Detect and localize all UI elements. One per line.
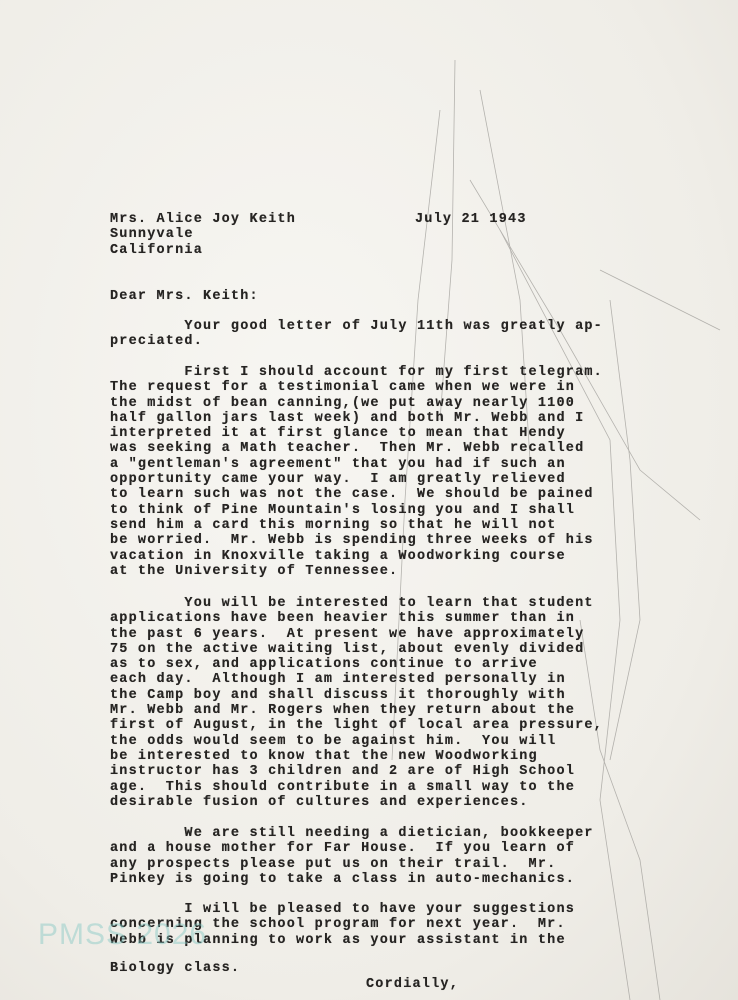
- text-line: instructor has 3 children and 2 are of High School: [110, 764, 576, 780]
- watermark: PMSS 2026: [38, 918, 208, 951]
- text-line: at the University of Tennessee.: [110, 563, 399, 579]
- text-line: a "gentleman's agreement" that you had if such an: [110, 456, 566, 472]
- text-line: age. This should contribute in a small way to the: [110, 779, 576, 795]
- paragraph-2: [110, 365, 603, 579]
- letter-date: July 21 1943: [415, 212, 527, 227]
- text-line: send him a card this morning so that he will not: [110, 517, 557, 533]
- continuation-line: Biology class.: [110, 961, 241, 976]
- text-line: preciated.: [110, 334, 204, 350]
- recipient-state: California: [110, 242, 204, 258]
- text-line: each day. Although I am interested personally in: [110, 672, 566, 688]
- text-line: any prospects please put us on their trail. Mr.: [110, 856, 557, 872]
- text-line: to learn such was not the case. We should be pained: [110, 487, 594, 503]
- text-line: Pinkey is going to take a class in auto-mechanics.: [110, 871, 576, 887]
- text-line: Mr. Webb and Mr. Rogers when they return about the: [110, 703, 576, 719]
- text-line: the odds would seem to be against him. You will: [110, 733, 557, 749]
- text-line: First I should account for my first telegram.: [110, 365, 603, 380]
- paragraph-3: [110, 596, 603, 810]
- text-line: desirable fusion of cultures and experiences.: [110, 794, 529, 810]
- text-line: and a house mother for Far House. If you learn of: [110, 841, 576, 857]
- text-line: applications have been heavier this summer than in: [110, 611, 576, 627]
- text-line: half gallon jars last week) and both Mr. Webb and I: [110, 410, 585, 426]
- text-line: first of August, in the light of local area pressure,: [110, 718, 603, 734]
- recipient-city: Sunnyvale: [110, 227, 194, 243]
- text-line: be worried. Mr. Webb is spending three weeks of his: [110, 533, 594, 549]
- recipient-address: [110, 212, 296, 258]
- text-line: as to sex, and applications continue to arrive: [110, 657, 538, 673]
- paragraph-1: [110, 319, 603, 350]
- text-line: concerning the school program for next year. Mr.: [110, 917, 566, 933]
- text-line: The request for a testimonial came when we were in: [110, 380, 576, 396]
- text-line: the midst of bean canning,(we put away nearly 1100: [110, 395, 576, 411]
- paragraph-4: [110, 826, 594, 887]
- text-line: 75 on the active waiting list, about evenly divided: [110, 641, 585, 657]
- text-line: Your good letter of July 11th was greatly ap-: [110, 319, 603, 334]
- text-line: interpreted it at first glance to mean that Hendy: [110, 426, 566, 442]
- text-line: I will be pleased to have your suggestions: [110, 902, 576, 917]
- text-line: to think of Pine Mountain's losing you and I shall: [110, 502, 576, 518]
- text-line: was seeking a Math teacher. Then Mr. Webb recalled: [110, 441, 585, 457]
- text-line: You will be interested to learn that student: [110, 596, 594, 611]
- salutation: Dear Mrs. Keith:: [110, 289, 259, 304]
- text-line: Webb is planning to work as your assistant in the: [110, 932, 566, 948]
- text-line: We are still needing a dietician, bookkeeper: [110, 826, 594, 841]
- text-line: vacation in Knoxville taking a Woodworking course: [110, 548, 566, 564]
- text-line: opportunity came your way. I am greatly relieved: [110, 472, 566, 488]
- recipient-name: Mrs. Alice Joy Keith: [110, 212, 297, 227]
- text-line: be interested to know that the new Woodworking: [110, 748, 538, 764]
- text-line: the Camp boy and shall discuss it thoroughly with: [110, 687, 566, 703]
- closing: Cordially,: [366, 977, 460, 992]
- text-line: the past 6 years. At present we have approximately: [110, 626, 585, 642]
